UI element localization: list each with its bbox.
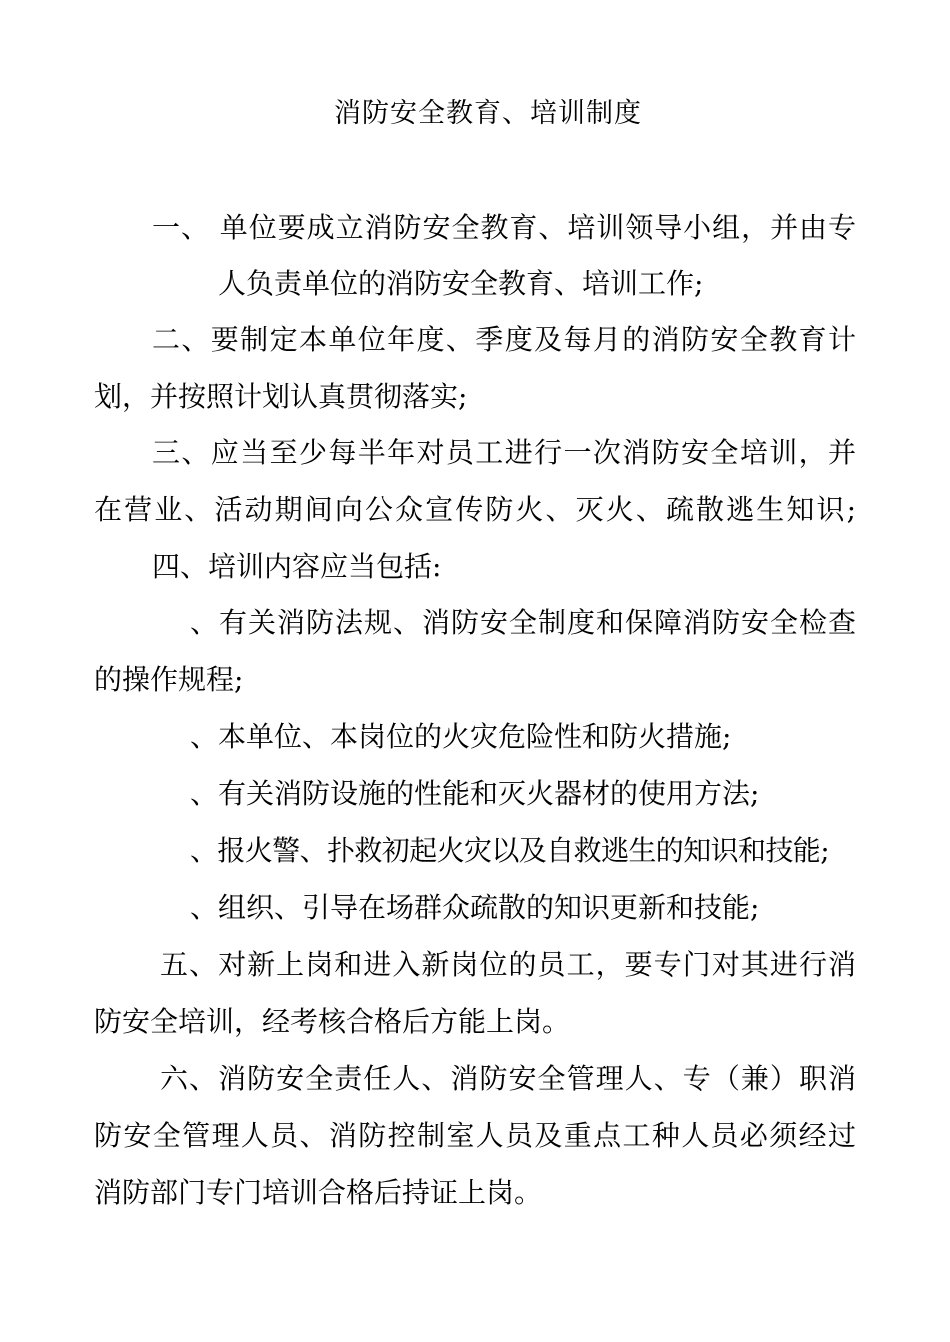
clause-4-item-1-line-1: 、有关消防法规、消防安全制度和保障消防安全检查 xyxy=(190,606,856,639)
clause-5-line-2: 防安全培训，经考核合格后方能上岗。 xyxy=(94,1005,571,1038)
clause-6-line-3: 消防部门专门培训合格后持证上岗。 xyxy=(94,1176,543,1209)
clause-2-line-1: 二、要制定本单位年度、季度及每月的消防安全教育计 xyxy=(152,323,856,356)
clause-6-line-2: 防安全管理人员、消防控制室人员及重点工种人员必须经过 xyxy=(94,1119,856,1152)
clause-4-item-3: 、有关消防设施的性能和灭火器材的使用方法; xyxy=(190,777,760,810)
clause-4-item-1-line-2: 的操作规程; xyxy=(94,663,244,696)
clause-4-item-5: 、组织、引导在场群众疏散的知识更新和技能; xyxy=(190,891,760,924)
clause-3-line-1: 三、应当至少每半年对员工进行一次消防安全培训，并 xyxy=(152,436,856,469)
clause-5-line-1: 五、对新上岗和进入新岗位的员工，要专门对其进行消 xyxy=(160,948,856,981)
clause-1-line-2: 人负责单位的消防安全教育、培训工作; xyxy=(218,267,704,300)
clause-1-line-1: 一、 单位要成立消防安全教育、培训领导小组，并由专 xyxy=(152,211,856,244)
clause-3-line-2: 在营业、活动期间向公众宣传防火、灭火、疏散逃生知识; xyxy=(94,493,856,526)
clause-2-line-2: 划，并按照计划认真贯彻落实; xyxy=(94,380,468,413)
document-title: 消防安全教育、培训制度 xyxy=(334,98,642,129)
clause-4-item-2: 、本单位、本岗位的火灾危险性和防火措施; xyxy=(190,720,732,753)
clause-4-heading: 四、培训内容应当包括: xyxy=(152,550,442,583)
clause-6-line-1: 六、消防安全责任人、消防安全管理人、专（兼）职消 xyxy=(160,1062,856,1095)
clause-4-item-4: 、报火警、扑救初起火灾以及自救逃生的知识和技能; xyxy=(190,834,830,867)
